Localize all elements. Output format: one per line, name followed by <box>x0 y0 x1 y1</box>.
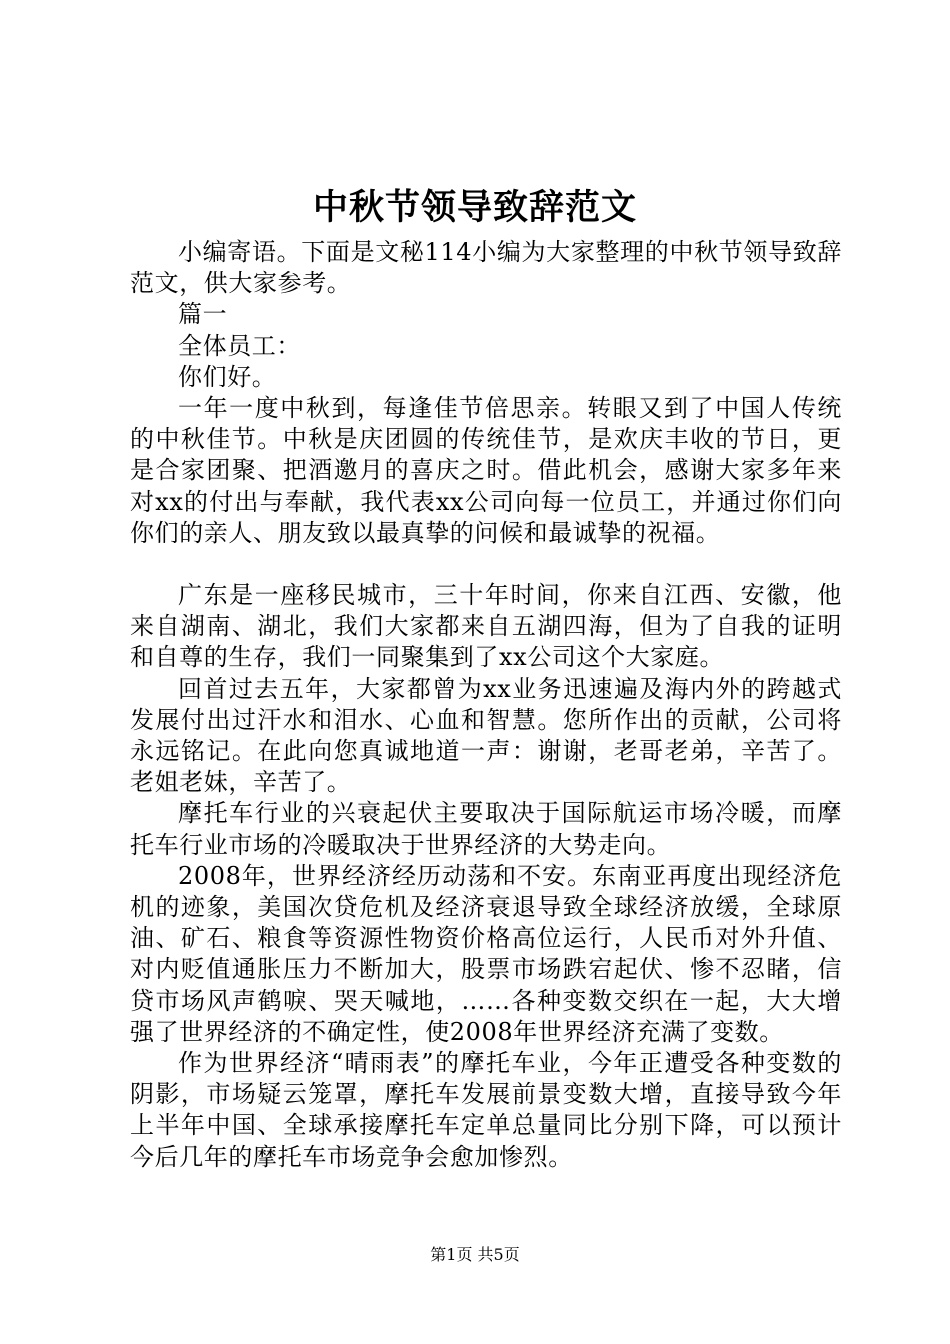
body-paragraph: 摩托车行业的兴衰起伏主要取决于国际航运市场冷暖，而摩托车行业市场的冷暖取决于世界经济的大势走向。 <box>130 799 842 859</box>
section-heading: 篇一 <box>178 300 228 329</box>
intro-paragraph: 小编寄语。下面是文秘114小编为大家整理的中秋节领导致辞范文，供大家参考。 <box>130 238 842 298</box>
body-paragraph: 2008年，世界经济经历动荡和不安。东南亚再度出现经济危机的迹象，美国次贷危机及经济衰退导致全球经济放缓，全球原油、矿石、粮食等资源性物资价格高位运行，人民币对外升值、对内贬值通胀压力不断加大，股票市场跌宕起伏、惨不忍睹，信贷市场风声鹤唳、哭天喊地，……各种变数交织在一起，大大增强了世界经济的不确定性，使2008年世界经济充满了变数。 <box>130 861 842 1046</box>
body-paragraph: 回首过去五年，大家都曾为xx业务迅速遍及海内外的跨越式发展付出过汗水和泪水、心血和智慧。您所作出的贡献，公司将永远铭记。在此向您真诚地道一声：谢谢，老哥老弟，辛苦了。老姐老妹，辛苦了。 <box>130 674 842 797</box>
body-paragraph: 一年一度中秋到，每逢佳节倍思亲。转眼又到了中国人传统的中秋佳节。中秋是庆团圆的传统佳节，是欢庆丰收的节日，更是合家团聚、把酒邀月的喜庆之时。借此机会，感谢大家多年来对xx的付出与奉献，我代表xx公司向每一位员工，并通过你们向你们的亲人、朋友致以最真挚的问候和最诚挚的祝福。 <box>130 394 842 547</box>
document-body <box>130 237 842 1173</box>
greeting: 你们好。 <box>178 362 277 391</box>
document-title: 中秋节领导致辞范文 <box>312 187 637 228</box>
page-footer: 第1页 共5页 <box>430 1245 520 1264</box>
body-paragraph: 广东是一座移民城市，三十年时间，你来自江西、安徽，他来自湖南、湖北，我们大家都来自五湖四海，但为了自我的证明和自尊的生存，我们一同聚集到了xx公司这个大家庭。 <box>130 581 842 672</box>
salutation: 全体员工： <box>178 331 301 360</box>
body-paragraph: 作为世界经济“晴雨表”的摩托车业，今年正遭受各种变数的阴影，市场疑云笼罩，摩托车发展前景变数大增，直接导致今年上半年中国、全球承接摩托车定单总量同比分别下降，可以预计今后几年的摩托车市场竞争会愈加惨烈。 <box>130 1049 842 1171</box>
